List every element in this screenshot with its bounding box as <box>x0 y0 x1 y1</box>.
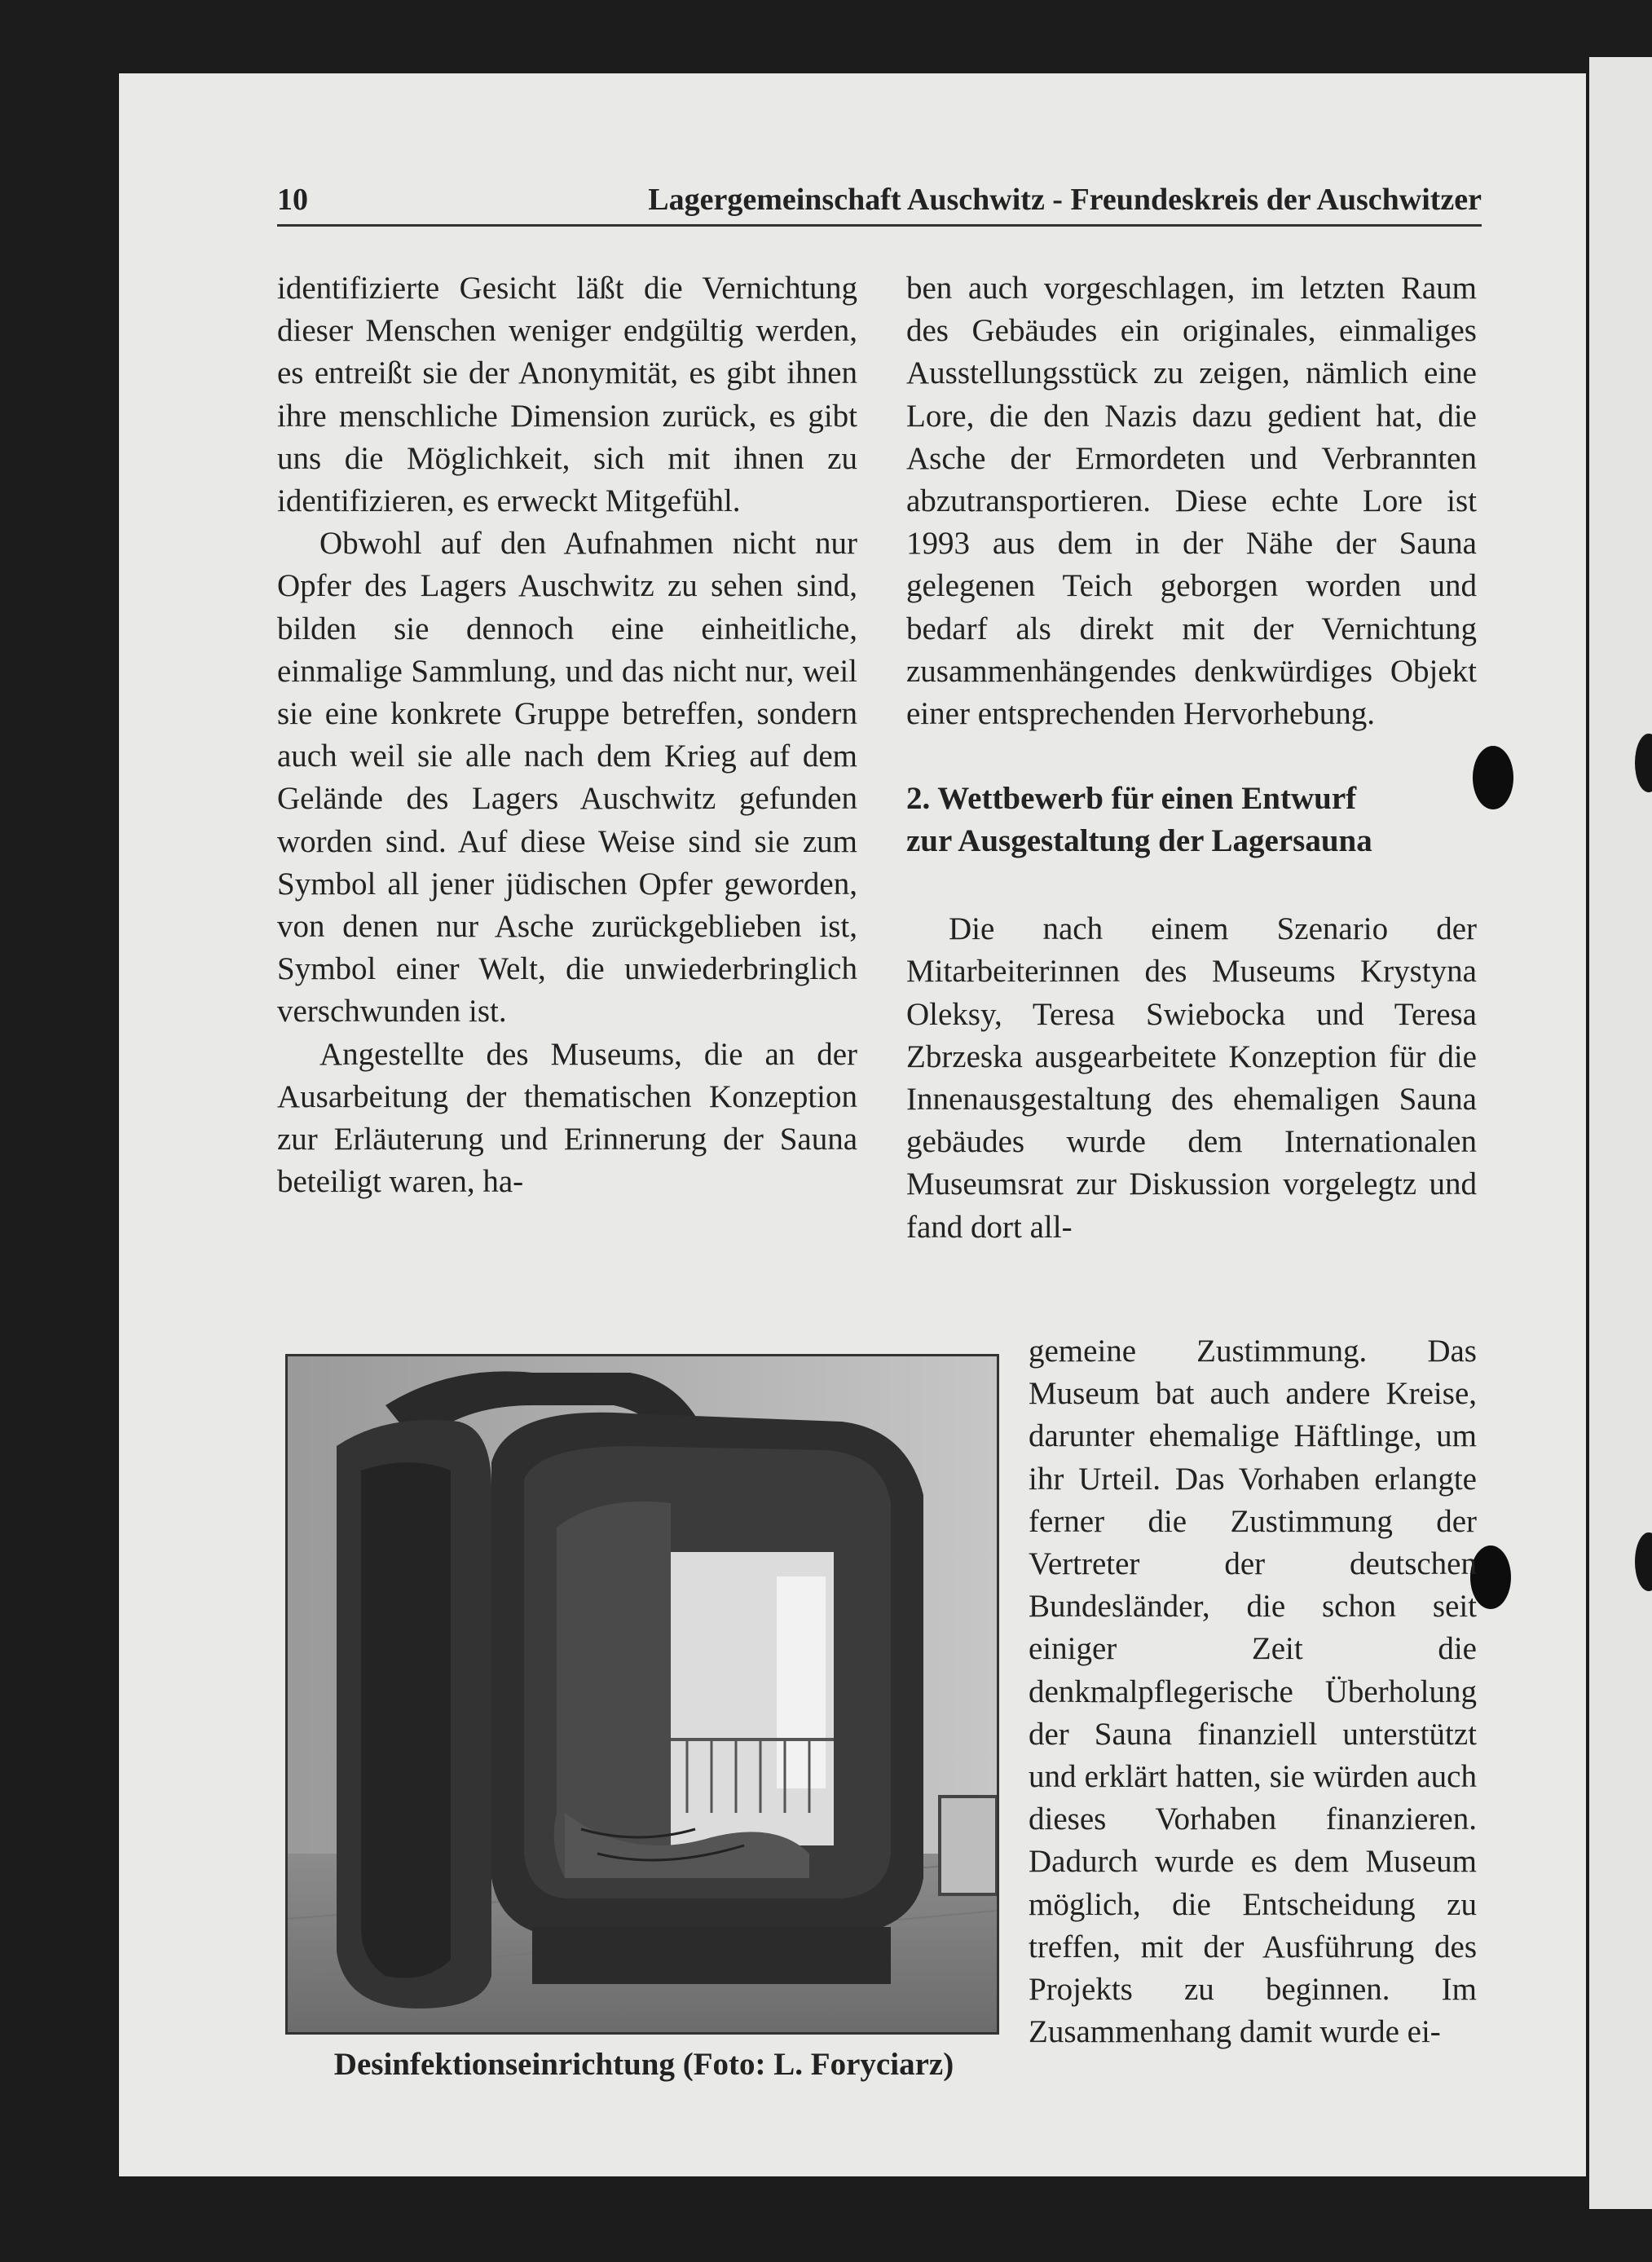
right-paragraph-continued: ben auch vorgeschlagen, im letzten Raum des Gebäudes ein originales, einmaliges Ausstellungsstück zu zeigen, nämlich eine Lore, die den Nazis dazu gedient hat, die Asche der Ermordeten und Verbrannten abzutransportieren. Diese echte Lore ist 1993 aus dem in der Nähe der Sauna gelegenen Teich geborgen worden und bedarf als direkt mit der Vernichtung zusammenhängendes denkwürdiges Objekt einer entsprechenden Hervorhebung. <box>906 271 1477 732</box>
photo-illustration <box>288 1356 997 2032</box>
section-heading-line-1: 2. Wettbewerb für einen Entwurf <box>906 781 1357 817</box>
page-header <box>277 175 1482 227</box>
punch-hole-upper <box>1473 746 1513 809</box>
right-column-narrow <box>1029 1330 1477 2053</box>
left-paragraph-2: Obwohl auf den Aufnahmen nicht nur Opfer des Lagers Auschwitz zu sehen sind, bilden sie dennoch eine einheitliche, einmalige Sammlung, und das nicht nur, weil sie eine konkrete Gruppe betreffen, sondern auch weil sie alle nach dem Krieg auf dem Gelände des Lagers Auschwitz gefunden worden sind. Auf diese Weise sind sie zum Symbol all jener jüdischen Opfer geworden, von denen nur Asche zurückgeblieben ist, Symbol einer Welt, die unwiederbringlich verschwunden ist. <box>277 526 857 1030</box>
disinfection-apparatus-photo <box>285 1354 999 2035</box>
adjacent-page-edge <box>1589 57 1652 2209</box>
photo-caption: Desinfektionseinrichtung (Foto: L. Foryciarz) <box>333 2047 954 2082</box>
running-title: Lagergemeinschaft Auschwitz - Freundeskreis der Auschwitzer <box>648 183 1482 217</box>
page-number: 10 <box>277 183 308 217</box>
section-paragraph-top: Die nach einem Szenario der Mitarbeiterinnen des Museums Krystyna Oleksy, Teresa Swiebocka und Teresa Zbrzeska ausgearbeitete Konzeption für die Innenausgestaltung des ehemaligen Sauna gebäudes wurde dem Internationalen Museumsrat zur Diskussion vorgelegtz und fand dort all- <box>906 911 1477 1245</box>
section-paragraph-narrow: gemeine Zustimmung. Das Museum bat auch andere Kreise, darunter ehemalige Häftlinge, um ihr Urteil. Das Vorhaben erlangte ferner die Zustimmung der Vertreter der deutschen Bundesländer, die schon seit einiger Zeit die denkmalpflegerische Überholung der Sauna finanziell unterstützt und erklärt hatten, sie würden auch dieses Vorhaben finanzieren. Dadurch wurde es dem Museum möglich, die Entscheidung zu treffen, mit der Ausführung des Projekts zu beginnen. Im Zusammenhang damit wurde ei- <box>1029 1334 1477 2050</box>
right-column-top <box>906 267 1477 1249</box>
left-column <box>277 267 857 1203</box>
section-heading-line-2: zur Ausgestaltung der Lagersauna <box>906 823 1372 859</box>
left-paragraph-3: Angestellte des Museums, die an der Ausarbeitung der thematischen Konzeption zur Erläuterung und Erinnerung der Sauna beteiligt waren, ha- <box>277 1036 857 1200</box>
left-paragraph-1: identifizierte Gesicht läßt die Vernichtung dieser Menschen weniger endgültig werden, es entreißt sie der Anonymität, es gibt ihnen ihre menschliche Dimension zurück, es gibt uns die Möglichkeit, sich mit ihnen zu identifizieren, es erweckt Mitgefühl. <box>277 271 857 519</box>
